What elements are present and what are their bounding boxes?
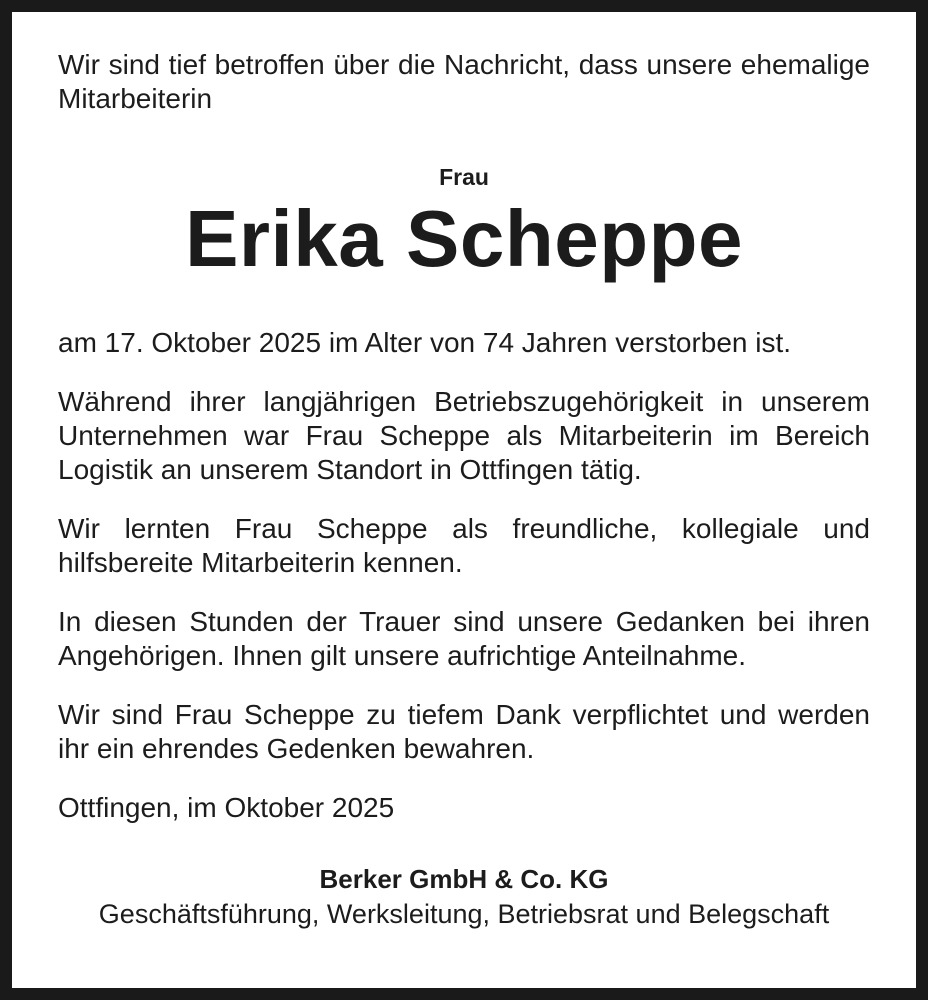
- deceased-name: Erika Scheppe: [185, 194, 743, 283]
- paragraph-condolence: In diesen Stunden der Trauer sind unsere Gedanken bei ihren Angehörigen. Ihnen gilt unsere aufrichtige Anteilnahme.: [58, 606, 870, 671]
- obituary-content: [58, 48, 870, 931]
- salutation: Frau: [439, 164, 489, 190]
- paragraph-employment: Während ihrer langjährigen Betriebszugehörigkeit in unserem Unternehmen war Frau Scheppe als Mitarbeiterin im Bereich Logistik an unserem Standort in Ottfingen tätig.: [58, 386, 870, 485]
- company-name: Berker GmbH & Co. KG: [319, 864, 609, 894]
- place-date: Ottfingen, im Oktober 2025: [58, 792, 395, 823]
- signers-line: Geschäftsführung, Werksleitung, Betriebsrat und Belegschaft: [98, 899, 830, 929]
- paragraph-character: Wir lernten Frau Scheppe als freundliche, kollegiale und hilfsbereite Mitarbeiterin kennen.: [58, 513, 870, 578]
- intro-text: Wir sind tief betroffen über die Nachricht, dass unsere ehemalige Mitarbeiterin: [58, 49, 870, 114]
- death-notice: am 17. Oktober 2025 im Alter von 74 Jahren verstorben ist.: [58, 327, 792, 358]
- paragraph-gratitude: Wir sind Frau Scheppe zu tiefem Dank verpflichtet und werden ihr ein ehrendes Gedenken bewahren.: [58, 699, 870, 764]
